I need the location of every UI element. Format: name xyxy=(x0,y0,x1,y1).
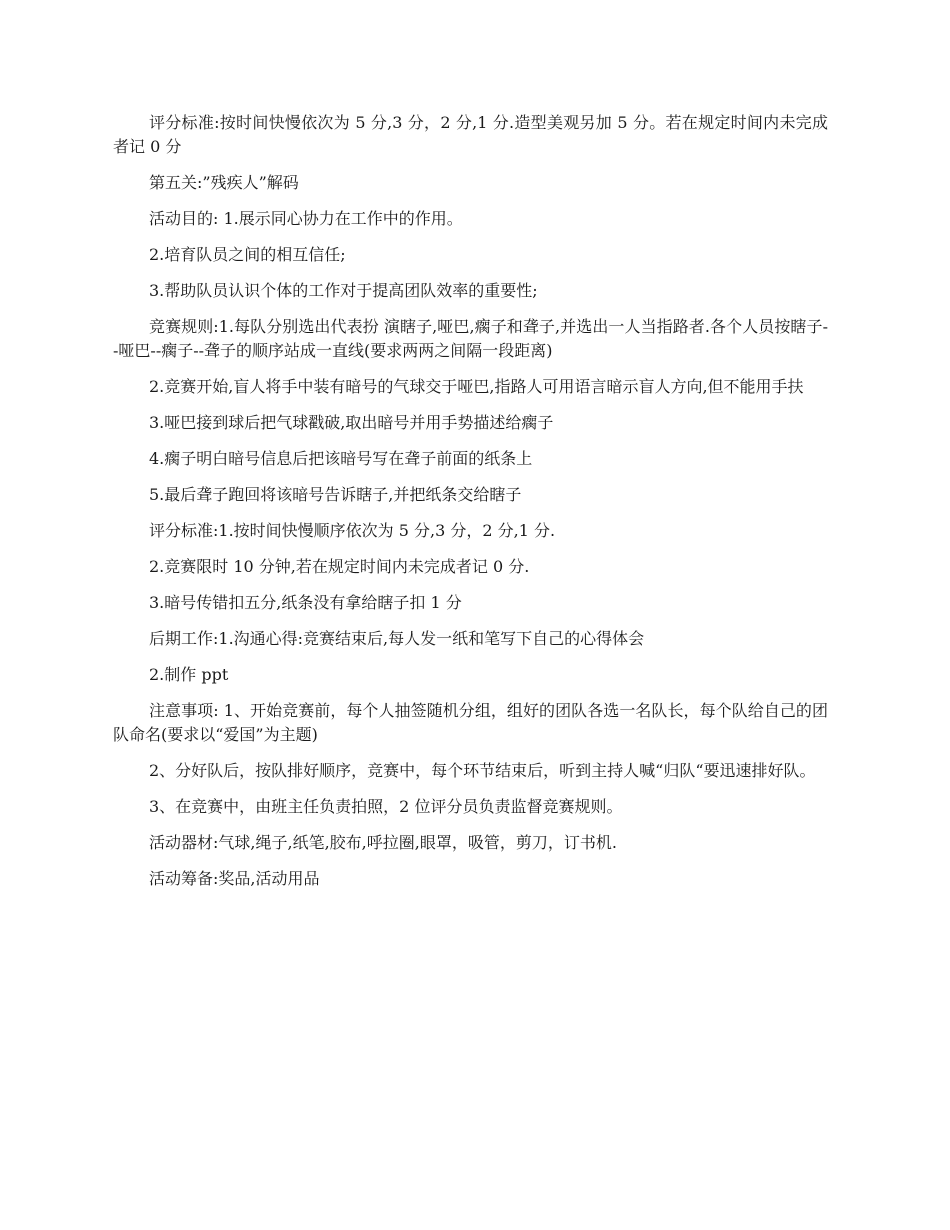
paragraph-notes-1: 注意事项: 1、开始竞赛前，每个人抽签随机分组，组好的团队各选一名队长，每个队给自己的团队命名(要求以“爱国”为主题) xyxy=(113,701,828,744)
paragraph-rule-4: 4.瘸子明白暗号信息后把该暗号写在聋子前面的纸条上 xyxy=(149,449,533,468)
paragraph-scoring-3: 3.暗号传错扣五分,纸条没有拿给瞎子扣 1 分 xyxy=(149,593,462,612)
paragraph-equipment: 活动器材:气球,绳子,纸笔,胶布,呼拉圈,眼罩，吸管，剪刀，订书机. xyxy=(149,833,617,852)
document-body xyxy=(113,111,828,903)
paragraph-scoring-standard-2: 评分标准:1.按时间快慢顺序依次为 5 分,3 分，2 分,1 分. xyxy=(149,521,556,540)
paragraph-scoring-2: 2.竞赛限时 10 分钟,若在规定时间内未完成者记 0 分. xyxy=(149,557,530,576)
paragraph-competition-rules: 竞赛规则:1.每队分别选出代表扮 演瞎子,哑巴,瘸子和聋子,并选出一人当指路者.各个人员按瞎子--哑巴--瘸子--聋子的顺序站成一直线(要求两两之间隔一段距离) xyxy=(113,317,828,360)
paragraph-purpose-2: 2.培育队员之间的相互信任; xyxy=(149,245,346,264)
paragraph-rule-5: 5.最后聋子跑回将该暗号告诉瞎子,并把纸条交给瞎子 xyxy=(149,485,522,504)
paragraph-preparation: 活动筹备:奖品,活动用品 xyxy=(149,869,320,888)
paragraph-scoring-standard-1: 评分标准:按时间快慢依次为 5 分,3 分，2 分,1 分.造型美观另加 5 分。若在规定时间内未完成者记 0 分 xyxy=(113,113,828,156)
paragraph-rule-3: 3.哑巴接到球后把气球戳破,取出暗号并用手势描述给瘸子 xyxy=(149,413,554,432)
paragraph-notes-3: 3、在竞赛中，由班主任负责拍照，2 位评分员负责监督竞赛规则。 xyxy=(149,797,623,816)
paragraph-level-five-title: 第五关:”残疾人”解码 xyxy=(149,173,299,192)
paragraph-make-ppt: 2.制作 ppt xyxy=(149,665,229,684)
paragraph-rule-2: 2.竞赛开始,盲人将手中装有暗号的气球交于哑巴,指路人可用语言暗示盲人方向,但不能用手扶 xyxy=(149,377,804,396)
paragraph-purpose-3: 3.帮助队员认识个体的工作对于提高团队效率的重要性; xyxy=(149,281,538,300)
paragraph-notes-2: 2、分好队后，按队排好顺序，竞赛中，每个环节结束后，听到主持人喊“归队“要迅速排好队。 xyxy=(149,761,816,780)
paragraph-activity-purpose: 活动目的: 1.展示同心协力在工作中的作用。 xyxy=(149,209,463,228)
paragraph-follow-up-work: 后期工作:1.沟通心得:竞赛结束后,每人发一纸和笔写下自己的心得体会 xyxy=(149,629,645,648)
